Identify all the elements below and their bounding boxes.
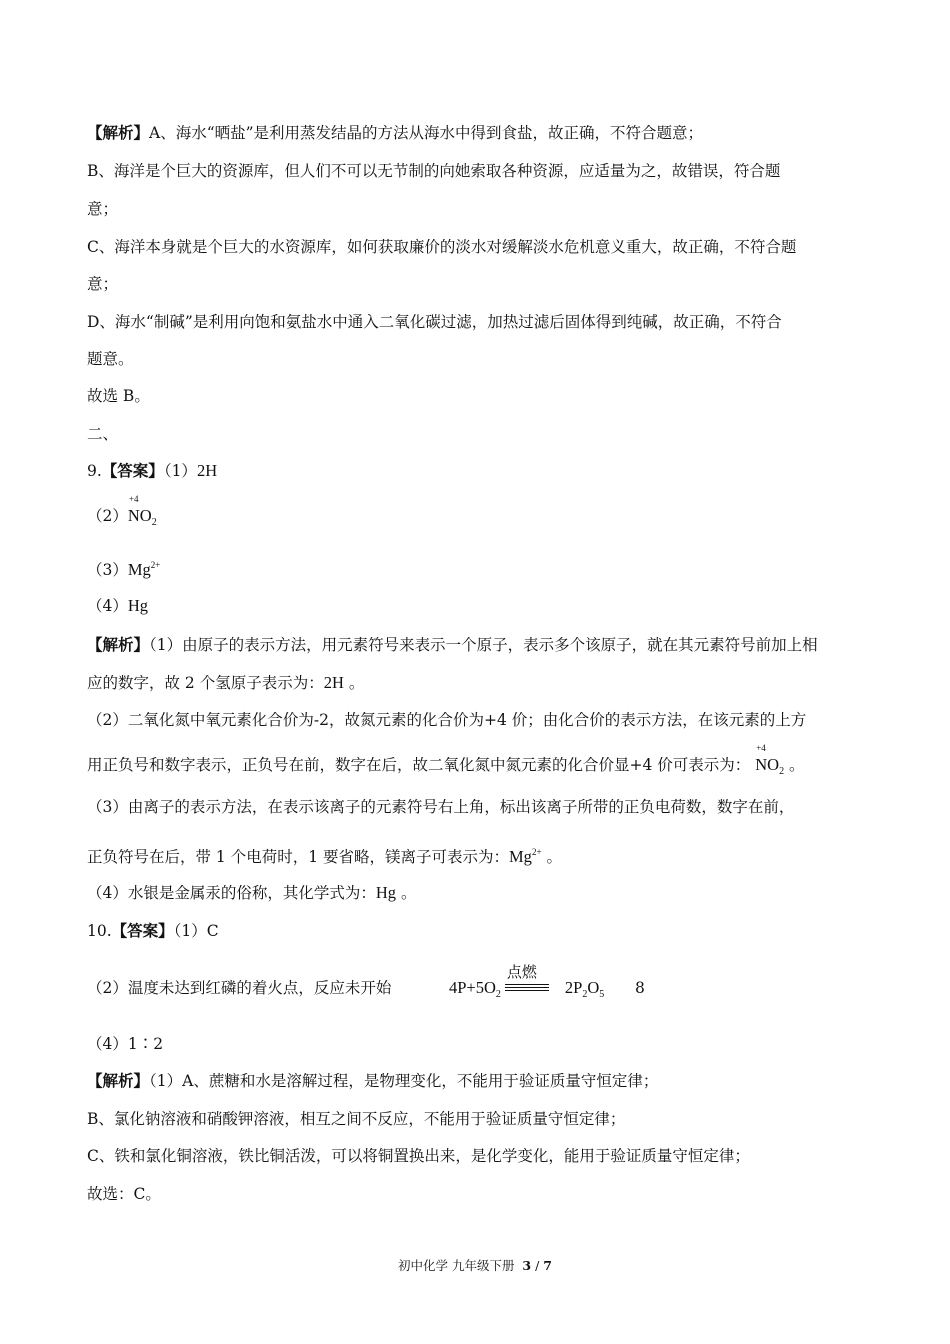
- section-two-heading: 二、: [87, 425, 119, 443]
- formula-mg-ion: $Mg^{2+}$: [509, 847, 542, 866]
- analysis-8-line-d1: D、海水“制碱”是利用向饱和氨盐水中通入二氧化碳过滤，加热过滤后固体得到纯碱，故正确，不符合: [87, 313, 782, 331]
- formula-no2-valence: +4 $NO_2$: [127, 494, 157, 528]
- analysis-8-line-c1: C、海洋本身就是个巨大的水资源库，如何获取廉价的淡水对缓解淡水危机意义重大，故正确，不符合题: [87, 238, 797, 256]
- analysis-tag: 【解析】: [87, 123, 150, 142]
- analysis-8-line-d2: 题意。: [87, 350, 134, 368]
- q9-analysis-1-line2: 应的数字，故 2 个氢原子表示为：2H 。: [87, 673, 365, 692]
- q9-analysis-3-line1: （3）由离子的表示方法，在表示该离子的元素符号右上角，标出该离子所带的正负电荷数，数字在前，: [87, 798, 795, 816]
- q9-answer-3: $(3)Mg^{2+}$: [87, 560, 161, 579]
- analysis-8-conclusion: 故选 B。: [87, 387, 150, 405]
- answer-tag: 【答案】: [101, 461, 164, 480]
- q9-analysis-3-line2: 正负符号在后，带 1 个电荷时，1 要省略，镁离子可表示为：$Mg^{2+}$ 。: [87, 847, 562, 866]
- analysis-8-line-b1: B、海洋是个巨大的资源库，但人们不可以无节制的向她索取各种资源，应适量为之，故错误，符合题: [87, 162, 781, 180]
- q10-analysis-1b: B、氯化钠溶液和硝酸钾溶液，相互之间不反应，不能用于验证质量守恒定律；: [87, 1110, 626, 1128]
- q9-analysis-1-line1: 【解析】（1）由原子的表示方法，用元素符号来表示一个原子，表示多个该原子，就在其元素符号前加上相: [87, 635, 818, 654]
- formula-hg: Hg: [127, 596, 149, 615]
- chemical-equation: $4P+5O_2$ 点燃 $2P_2O_5$: [449, 963, 605, 1000]
- q10-answer-2: （2）温度未达到红磷的着火点，反应未开始 $4P+5O_2$ 点燃 $2P_2O_5$ 8: [87, 978, 890, 998]
- analysis-8-line-a: 【解析】A、海水“晒盐”是利用蒸发结晶的方法从海水中得到食盐，故正确，不符合题意；: [87, 123, 704, 142]
- q10-analysis-1c: C、铁和氯化铜溶液，铁比铜活泼，可以将铜置换出来，是化学变化，能用于验证质量守恒定律；: [87, 1147, 750, 1165]
- analysis-tag: 【解析】: [87, 635, 150, 654]
- answer-3-value: 8: [635, 979, 645, 997]
- page-footer: 初中化学 九年级下册 3 / 7: [397, 1258, 552, 1273]
- q10-analysis-1a: 【解析】（1）A、蔗糖和水是溶解过程，是物理变化，不能用于验证质量守恒定律；: [87, 1071, 659, 1090]
- answer-tag: 【答案】: [111, 921, 174, 940]
- analysis-8-line-c2: 意；: [87, 275, 119, 293]
- q9-answer-2: （2） +4 $NO_2$: [87, 494, 157, 528]
- page-total: 7: [543, 1258, 552, 1273]
- reaction-arrow: 点燃: [503, 979, 563, 999]
- q9-analysis-2-line1: （2）二氧化氮中氧元素化合价为-2，故氮元素的化合价为+4 价；由化合价的表示方法，在该元素的上方: [87, 711, 807, 729]
- page-number: 3: [522, 1258, 532, 1273]
- formula-2h: 2H: [196, 461, 218, 480]
- q9-analysis-2-line2: 用正负号和数字表示，正负号在前，数字在后，故二氧化氮中氮元素的化合价显+4 价可表示为： +4 $NO_2$ 。: [87, 743, 805, 777]
- q10-answer-1: 10.【答案】（1）C: [87, 921, 219, 940]
- analysis-tag: 【解析】: [87, 1071, 150, 1090]
- q10-answer-4: （4）1∶2: [87, 1035, 164, 1053]
- q10-analysis-conclusion: 故选：C。: [87, 1185, 161, 1203]
- q9-answer-1: 9.【答案】（1）2H: [87, 461, 218, 480]
- formula-mg-ion: $Mg^{2+}$: [127, 560, 161, 579]
- q9-answer-4: （4）Hg: [87, 596, 149, 615]
- formula-no2-valence: +4 $NO_2$: [755, 743, 785, 777]
- q9-analysis-4: （4）水银是金属汞的俗称，其化学式为：Hg 。: [87, 883, 417, 902]
- analysis-8-line-b2: 意；: [87, 200, 119, 218]
